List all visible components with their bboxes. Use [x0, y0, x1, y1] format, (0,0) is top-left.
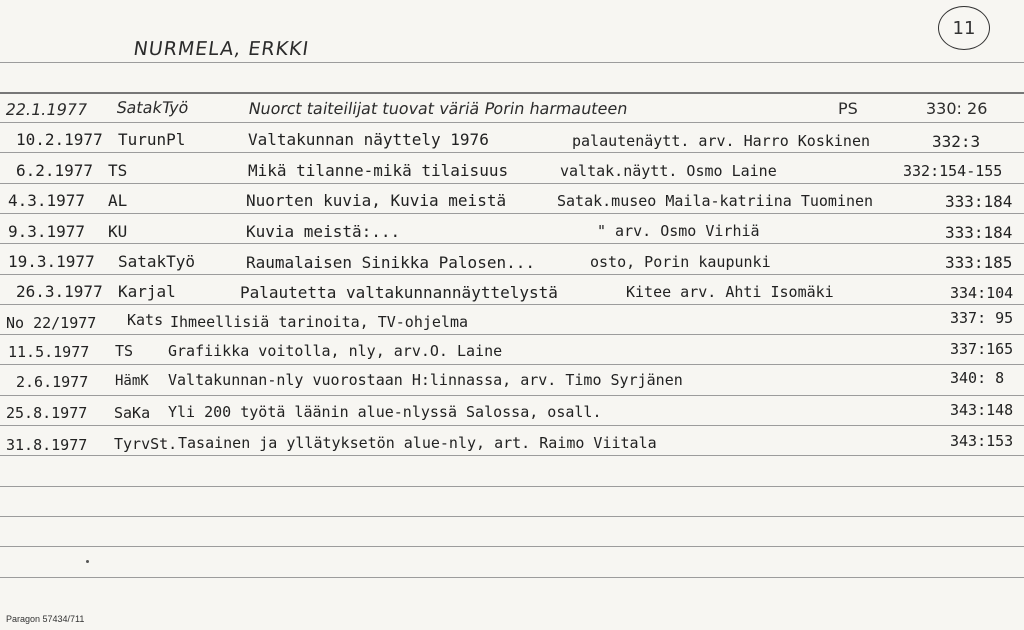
- ruled-line: [0, 183, 1024, 184]
- entry-date: No 22/1977: [6, 314, 97, 332]
- ruled-line: [0, 546, 1024, 547]
- entry-source: SaKa: [114, 404, 151, 422]
- entry-source: AL: [108, 191, 128, 210]
- ruled-line: [0, 577, 1024, 578]
- entry-date: 11.5.1977: [8, 343, 90, 361]
- card-number-circle: [938, 6, 990, 50]
- entry-source: TS: [115, 342, 134, 360]
- entry-extra: " arv. Osmo Virhiä: [597, 222, 760, 240]
- entry-date: 25.8.1977: [6, 404, 88, 422]
- entry-source: KU: [108, 222, 128, 241]
- entry-text: Valtakunnan-nly vuorostaan H:linnassa, arv. Timo Syrjänen: [168, 371, 683, 389]
- card-footer: Paragon 57434/711: [6, 614, 85, 624]
- entry-date: 31.8.1977: [6, 436, 88, 454]
- entry-extra: valtak.näytt. Osmo Laine: [560, 162, 777, 180]
- entry-date: 9.3.1977: [8, 222, 86, 241]
- entry-text: Yli 200 työtä läänin alue-nlyssä Salossa, osall.: [168, 403, 602, 421]
- card-name: NURMELA, ERKKI: [132, 38, 311, 60]
- entry-ref: 343:148: [950, 401, 1014, 419]
- ruled-line: [0, 92, 1024, 94]
- entry-text: Valtakunnan näyttely 1976: [248, 130, 489, 149]
- entry-extra: Satak.museo Maila-katriina Tuominen: [557, 192, 874, 210]
- entry-extra: PS: [838, 99, 858, 118]
- entry-ref: 337: 95: [950, 309, 1014, 327]
- entry-text: Raumalaisen Sinikka Palosen...: [246, 253, 535, 272]
- ruled-line: [0, 62, 1024, 63]
- entry-extra: Kitee arv. Ahti Isomäki: [626, 283, 834, 301]
- entry-text: Palautetta valtakunnannäyttelystä: [240, 283, 558, 302]
- entry-ref: 340: 8: [950, 369, 1005, 387]
- entry-ref: 337:165: [950, 340, 1014, 358]
- entry-text: Nuorct taiteilijat tuovat väriä Porin harmauteen: [247, 99, 630, 118]
- entry-text: Mikä tilanne-mikä tilaisuus: [248, 161, 509, 180]
- entry-date: 4.3.1977: [8, 191, 86, 210]
- ruled-line: [0, 486, 1024, 487]
- entry-source: TurunPl: [118, 130, 186, 149]
- ruled-line: [0, 516, 1024, 517]
- entry-ref: 333:184: [945, 192, 1013, 211]
- card-number: 11: [952, 17, 976, 39]
- entry-source: TS: [108, 161, 128, 180]
- ruled-line: [0, 455, 1024, 456]
- entry-source: SatakTyö: [118, 252, 196, 271]
- ruled-line: [0, 334, 1024, 335]
- entry-text: Ihmeellisiä tarinoita, TV-ohjelma: [170, 313, 469, 331]
- entry-source: Kats: [127, 311, 164, 329]
- entry-ref: 343:153: [950, 432, 1014, 450]
- ruled-line: [0, 364, 1024, 365]
- ruled-line: [0, 425, 1024, 426]
- entry-ref: 334:104: [950, 284, 1014, 302]
- entry-ref: 330: 26: [926, 99, 988, 118]
- entry-ref: 333:184: [945, 223, 1013, 242]
- entry-extra: palautenäytt. arv. Harro Koskinen: [572, 132, 871, 150]
- ruled-line: [0, 304, 1024, 305]
- entry-text: Kuvia meistä:...: [246, 222, 401, 241]
- ruled-line: [0, 213, 1024, 214]
- ink-dot: [86, 560, 89, 563]
- entry-text: Nuorten kuvia, Kuvia meistä: [246, 191, 507, 210]
- entry-date: 6.2.1977: [16, 161, 94, 180]
- entry-date: 22.1.1977: [4, 100, 89, 119]
- entry-source: Karjal: [118, 282, 176, 301]
- entry-ref: 333:185: [945, 253, 1013, 272]
- entry-extra: osto, Porin kaupunki: [590, 253, 771, 271]
- entry-date: 2.6.1977: [16, 373, 89, 391]
- entry-date: 10.2.1977: [16, 130, 103, 149]
- entry-source: TyrvSt.: [114, 435, 178, 453]
- entry-ref: 332:3: [932, 132, 981, 151]
- entry-date: 26.3.1977: [16, 282, 103, 301]
- entry-source: HämK: [115, 373, 149, 389]
- ruled-line: [0, 274, 1024, 275]
- ruled-line: [0, 395, 1024, 396]
- entry-ref: 332:154-155: [903, 162, 1003, 180]
- ruled-line: [0, 152, 1024, 153]
- ruled-line: [0, 122, 1024, 123]
- ruled-line: [0, 243, 1024, 244]
- entry-text: Tasainen ja yllätyksetön alue-nly, art. Raimo Viitala: [178, 434, 657, 452]
- entry-source: SatakTyö: [115, 98, 191, 117]
- entry-date: 19.3.1977: [8, 252, 95, 271]
- entry-text: Grafiikka voitolla, nly, arv.O. Laine: [168, 342, 503, 360]
